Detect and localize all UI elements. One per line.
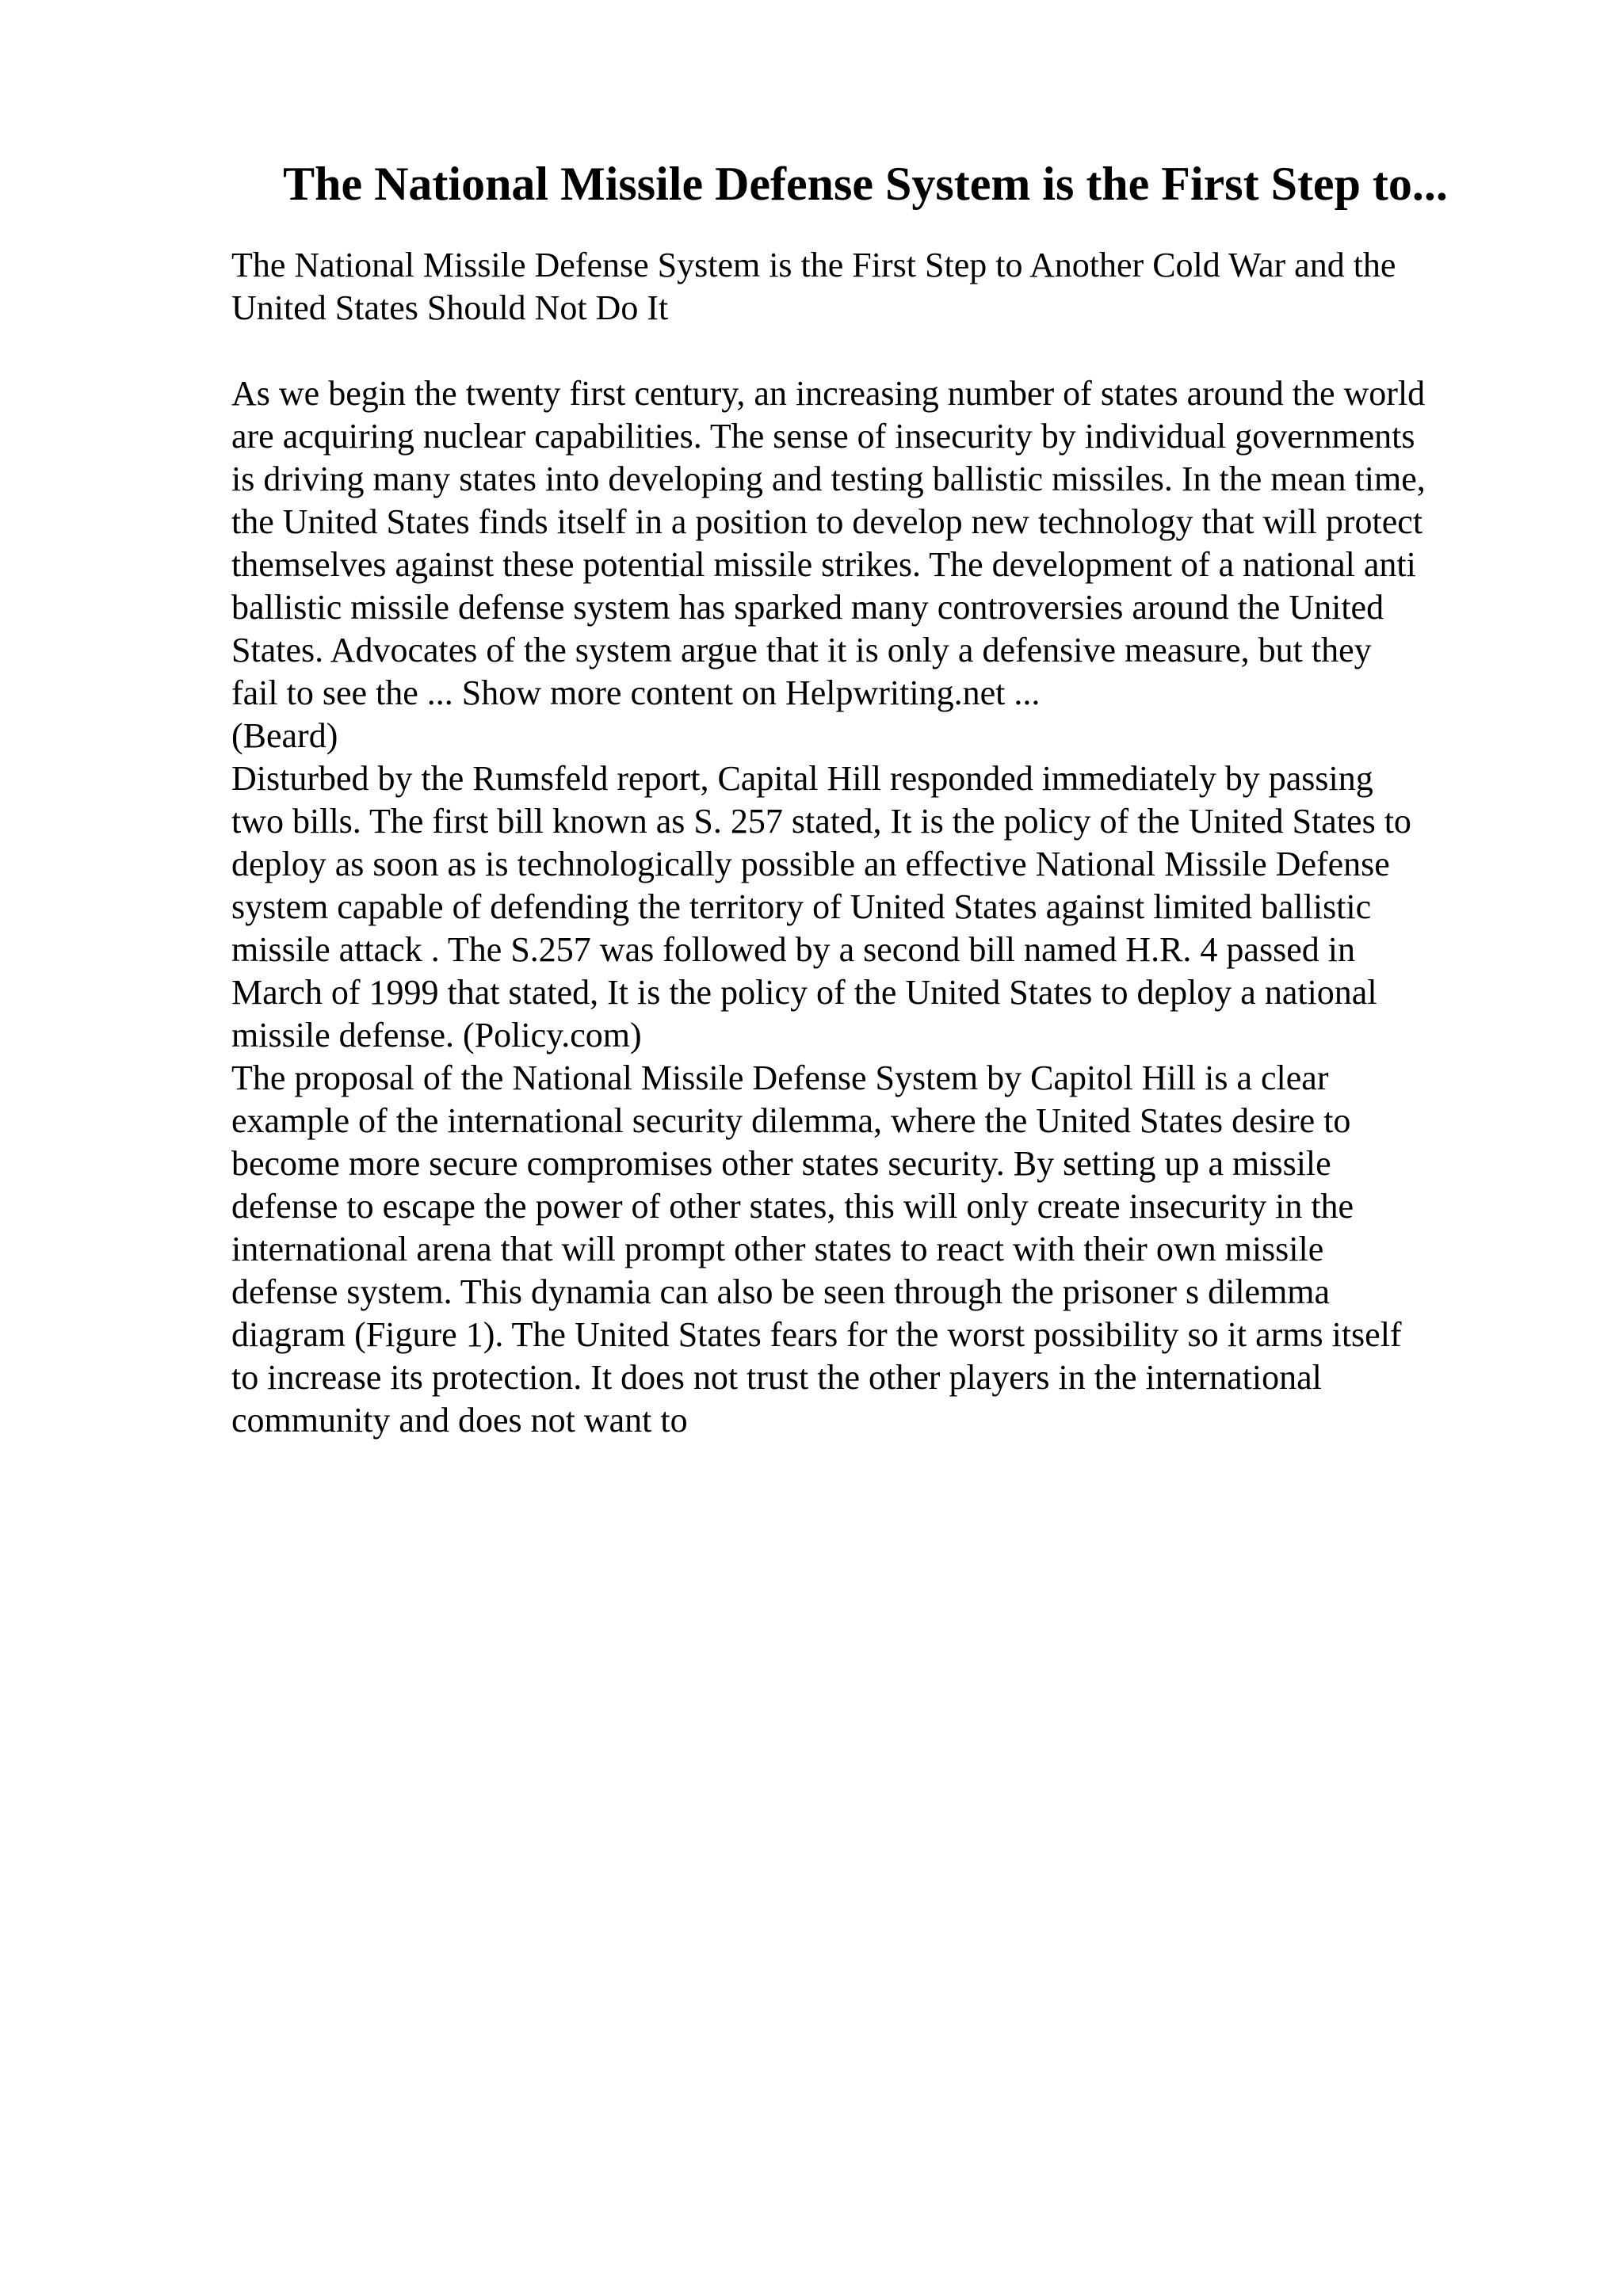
paragraph-line: missile defense. (Policy.com) — [231, 1016, 642, 1055]
paragraph-3 — [231, 1057, 1499, 1442]
paragraph-line: to increase its protection. It does not trust the other players in the international — [231, 1358, 1322, 1397]
paragraph-line: international arena that will prompt other states to react with their own missile — [231, 1230, 1324, 1268]
citation: (Beard) — [231, 716, 338, 755]
paragraph-line: deploy as soon as is technologically possible an effective National Missile Defense — [231, 845, 1390, 883]
subtitle — [231, 244, 1499, 330]
paragraph-1 — [231, 372, 1499, 715]
paragraph-line: ballistic missile defense system has sparked many controversies around the United — [231, 588, 1384, 627]
paragraph-line: two bills. The first bill known as S. 257 stated, It is the policy of the United States to — [231, 802, 1411, 841]
paragraph-line: diagram (Figure 1). The United States fears for the worst possibility so it arms itself — [231, 1315, 1402, 1354]
paragraph-line: fail to see the ... Show more content on Helpwriting.net ... — [231, 673, 1041, 712]
paragraph-line: defense to escape the power of other states, this will only create insecurity in the — [231, 1187, 1354, 1226]
paragraph-line: system capable of defending the territory of United States against limited ballistic — [231, 887, 1372, 926]
paragraph-line: themselves against these potential missile strikes. The development of a national anti — [231, 545, 1416, 584]
paragraph-2 — [231, 757, 1499, 1057]
paragraph-line: Disturbed by the Rumsfeld report, Capital Hill responded immediately by passing — [231, 759, 1373, 798]
paragraph-line: become more secure compromises other states security. By setting up a missile — [231, 1144, 1331, 1183]
paragraph-line: is driving many states into developing and testing ballistic missiles. In the mean time, — [231, 460, 1426, 498]
paragraph-line: missile attack . The S.257 was followed by a second bill named H.R. 4 passed in — [231, 930, 1355, 969]
paragraph-line: the United States finds itself in a position to develop new technology that will protect — [231, 502, 1423, 541]
paragraph-line: As we begin the twenty first century, an increasing number of states around the world — [231, 374, 1426, 413]
document-body — [231, 244, 1499, 1442]
paragraph-line: community and does not want to — [231, 1401, 688, 1440]
paragraph-line: example of the international security dilemma, where the United States desire to — [231, 1101, 1351, 1140]
paragraph-line: States. Advocates of the system argue that it is only a defensive measure, but they — [231, 631, 1372, 669]
subtitle-line: The National Missile Defense System is the First Step to Another Cold War and the — [231, 246, 1396, 284]
paragraph-line: March of 1999 that stated, It is the policy of the United States to deploy a national — [231, 973, 1377, 1012]
paragraph-line: The proposal of the National Missile Defense System by Capitol Hill is a clear — [231, 1058, 1329, 1097]
subtitle-line: United States Should Not Do It — [231, 288, 669, 327]
document-title: The National Missile Defense System is the First Step to... — [283, 158, 1448, 210]
paragraph-line: are acquiring nuclear capabilities. The sense of insecurity by individual governments — [231, 417, 1415, 456]
paragraph-line: defense system. This dynamia can also be seen through the prisoner s dilemma — [231, 1272, 1331, 1311]
paragraph-spacer — [231, 330, 1499, 372]
